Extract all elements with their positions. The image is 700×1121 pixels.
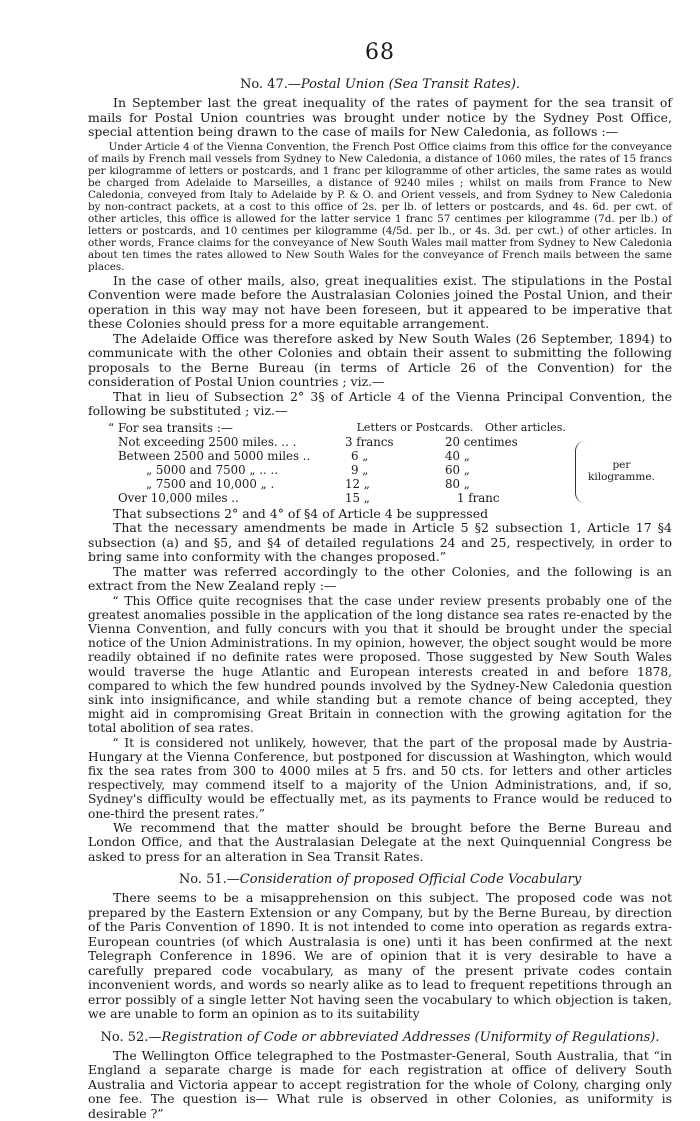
- paragraph: The Wellington Office telegraphed to the Postmaster-General, South Australia, that “in England a separate charge is made for each registration at office of delivery South Australia and Victoria appear to accept registration for the whole of Colony, charging only one fee. The question is— What rule is observed in other Colonies, as uniformity is desirable ?”: [88, 1047, 672, 1121]
- rates-intro: “ For sea transits :—: [108, 420, 233, 435]
- section-51-title: Consideration of proposed Official Code Vocabulary: [239, 872, 582, 888]
- kilogramme-text: kilogramme.: [588, 470, 655, 483]
- paragraph: That in lieu of Subsection 2° 3§ of Article 4 of the Vienna Principal Convention, the following be substituted ; viz.—: [88, 388, 672, 418]
- section-51-number: No. 51.—: [178, 872, 240, 888]
- paragraph: That subsections 2° and 4° of §4 of Article 4 be suppressed: [113, 505, 489, 521]
- section-47-heading: [88, 77, 672, 92]
- rate-distance: Over 10,000 miles ..: [118, 490, 239, 505]
- section-52-number: No. 52.—: [100, 1029, 162, 1045]
- section-52-heading: [88, 1030, 672, 1045]
- quoted-paragraph-small: Under Article 4 of the Vienna Convention, the French Post Office claims from this office for the conveyance of mails by French mail vessels from Sydney to New Caledonia, a distance of 1060 miles, the rates of 15 francs per kilogramme of letters or postcards, and 1 franc per kilogramme of other articles, the same rates as would be charged from Adelaide to Marseilles, a distance of 9240 miles ; whilst on mails from France to New Caledonia, conveyed from Italy to Adelaide by P. & O. and Orient vessels, and from Sydney to New Caledonia by non-contract packets, at a cost to this office of 2s. per lb. of letters or postcards, and 4s. 6d. per cwt. of other articles, this office is allowed for the latter service 1 franc 57 centimes per kilogramme (7d. per lb.) of letters or postcards, and 10 centimes per kilogramme (4/5d. per lb., or 4s. 3d. per cwt.) of other articles. In other words, France claims for the conveyance of New South Wales mail matter from Sydney to New Caledonia about ten times the rates allowed to New South Wales for the conveyance of French mails between the same places.: [88, 140, 672, 273]
- section-47-number: No. 47.—: [239, 77, 301, 92]
- paragraph: The matter was referred accordingly to the other Colonies, and the following is an extract from the New Zealand reply :—: [88, 563, 672, 593]
- rate-distance: „ 5000 and 7500 „ .. ..: [146, 462, 278, 477]
- rate-other: 1 franc: [457, 490, 500, 505]
- rate-other: 20 centimes: [445, 434, 518, 449]
- rate-letters: 6 „: [351, 448, 369, 463]
- sea-transit-rates-table: [88, 421, 672, 505]
- rate-distance: Not exceeding 2500 miles. .. .: [118, 434, 297, 449]
- paragraph: We recommend that the matter should be brought before the Berne Bureau and London Office, and that the Australasian Delegate at the next Quinquennial Congress be asked to press for an alteration in Sea Transit Rates.: [88, 819, 672, 864]
- section-52-title: Registration of Code or abbreviated Addresses (Uniformity of Regulations).: [161, 1029, 660, 1045]
- rate-letters: 12 „: [345, 476, 370, 491]
- per-kilogramme-label: [588, 459, 655, 483]
- section-47-title: Postal Union (Sea Transit Rates).: [300, 77, 521, 92]
- rate-other: 40 „: [445, 448, 470, 463]
- page-number: 68: [365, 40, 395, 65]
- rate-other: 80 „: [445, 476, 470, 491]
- rate-other: 60 „: [445, 462, 470, 477]
- rate-distance: „ 7500 and 10,000 „ .: [146, 476, 275, 491]
- paragraph: In September last the great inequality of the rates of payment for the sea transit of mails for Postal Union countries was brought under notice by the Sydney Post Office, special attention being drawn to the case of mails for New Caledonia, as follows :—: [88, 95, 672, 139]
- section-51-heading: [88, 872, 672, 887]
- paragraph: There seems to be a misapprehension on this subject. The proposed code was not prepared by the Eastern Extension or any Company, but by the Berne Bureau, by direction of the Paris Convention of 1890. It is not intended to come into operation as regards extra-European countries (of which Australasia is one) unti it has been confirmed at the next Telegraph Conference in 1896. We are of opinion that it is very desirable to have a carefully prepared code vocabulary, as many of the present private codes contain inconvenient words, and words so nearly alike as to lead to frequent repetitions through an error possibly of a single letter Not having seen the vocabulary to which objection is taken, we are unable to form an opinion as to its suitability: [88, 890, 672, 1022]
- quoted-paragraph: “ It is considered not unlikely, however, that the part of the proposal made by Austria-Hungary at the Vienna Conference, but postponed for discussion at Washington, which would fix the sea rates from 300 to 4000 miles at 5 frs. and 50 cts. for letters and other articles respectively, may commend itself to a majority of the Union Administrations, and, if so, Sydney's difficulty would be effectually met, as its payments to France would be reduced to one-third the present rates.”: [88, 735, 672, 821]
- rate-letters: 9 „: [351, 462, 369, 477]
- paragraph: In the case of other mails, also, great inequalities exist. The stipulations in the Postal Convention were made before the Australasian Colonies joined the Postal Union, and their operation in this way may not have been foreseen, but it appeared to be imperative that these Colonies should press for a more equitable arrangement.: [88, 272, 672, 331]
- per-text: per: [612, 458, 631, 471]
- rate-letters: 3 francs: [345, 434, 394, 449]
- col-other-header: Other articles.: [485, 420, 566, 434]
- rate-letters: 15 „: [345, 490, 370, 505]
- quoted-paragraph: “ This Office quite recognises that the case under review presents probably one of the greatest anomalies possible in the application of the long distance sea rates re-enacted by the Vienna Convention, and fully concurs with you that it should be brought under the special notice of the Union Administrations. In my opinion, however, the object sought would be more readily obtained if no definite rates were proposed. Those suggested by New South Wales would traverse the huge Atlantic and European interests created in and before 1878, compared to which the few hundred pounds involved by the Sydney-New Caledonia question sink into insignificance, and while standing but a remote chance of being accepted, they might aid in compromising Great Britain in connection with the growing agitation for the total abolition of sea rates.: [88, 593, 672, 736]
- document-page: [88, 40, 672, 1121]
- paragraph: The Adelaide Office was therefore asked by New South Wales (26 September, 1894) to communicate with the other Colonies and obtain their assent to submitting the following proposals to the Berne Bureau (in terms of Article 26 of the Convention) for the consideration of Postal Union countries ; viz.—: [88, 330, 672, 389]
- col-letters-header: Letters or Postcards.: [356, 420, 474, 434]
- rate-distance: Between 2500 and 5000 miles ..: [118, 448, 311, 463]
- rates-header: [88, 421, 672, 435]
- paragraph: That the necessary amendments be made in Article 5 §2 subsection 1, Article 17 §4 subsection (a) and §5, and §4 of detailed regulations 24 and 25, respectively, in order to bring same into conformity with the changes proposed.”: [88, 520, 672, 564]
- brace-mark: [575, 441, 586, 503]
